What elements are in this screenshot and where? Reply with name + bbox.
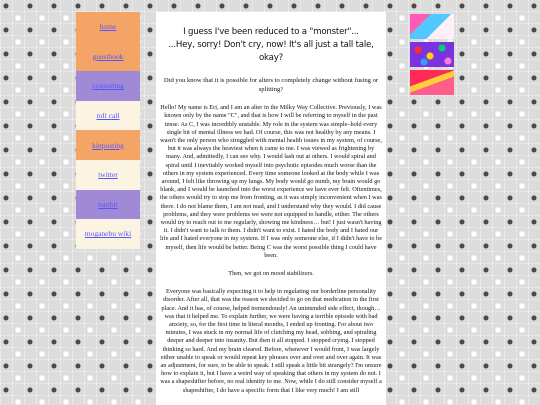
nav-link-kinposting[interactable]: kinposting <box>76 130 140 160</box>
anime-character-banner[interactable] <box>410 70 454 95</box>
nav-link-moganebu-wiki[interactable]: moganebu wiki <box>76 219 140 249</box>
blog-post <box>156 12 386 405</box>
sidebar-banners <box>410 14 454 95</box>
nav-link-twitter[interactable]: twitter <box>76 160 140 190</box>
post-paragraph-3: Everyone was basically expecting it to help in regulating our borderline personality disorder. After all, that was the reason we decided to go on that medication in the first place. And it has, of course, helped tremendously! An unintended side effect, though… was that it helped me. To explain further, we were having a terrible episode with bad anxiety, so, for the first time in literal months, I ended up fronting. For about two minutes, I was stuck in my normal life of clutching my head, sobbing, and spiraling deeper and deeper into insanity. But then it all stopped. I stopped crying. I stopped thinking so hard. And my brain cleared. Before, whenever I would front, I was largely either unable to speak or would repeat key phrases over and over and over again. It was an adjustment, for sure, to be able to speak. I still speak a little bit strangely? I'm unsure how to explain it, but I have a weird way of speaking that others in my system do not. I was a shapeshifter before, no real identity to me. Now, while I do still consider myself a shapeshifter, I do have a specific form that I like very much! I am still <box>160 288 382 394</box>
site-navigation <box>76 12 140 249</box>
nav-link-guestbook[interactable]: guestbook <box>76 42 140 72</box>
post-title-line-2: ...Hey, sorry! Don't cry, now! It's all just a tall tale, okay? <box>168 40 374 63</box>
post-paragraph-2: Then, we got on mood stabilizers. <box>228 270 314 278</box>
colorful-dots-banner[interactable] <box>410 42 454 67</box>
post-title-line-1: I guess I've been reduced to a "monster"... <box>183 27 359 37</box>
nav-link-home[interactable]: home <box>76 12 140 42</box>
nav-link-sysposting[interactable]: sysposting <box>76 71 140 101</box>
post-paragraph-1: Hello! My name is Eri, and I am an alter in the Milky Way Collective. Previously, I was known only by the name "C", and that is how I will be referring to myself in the past tense. As C, I was incredibly unstable. My role in the system was simple–hold every single bit of mental illness we had. Of course, this was not healthy by any means. I wasn't the only person who struggled with mental health issues in my system, of course, but it was always the heaviest when it came to me. I was viewed as frightening by many. And, admittedly, I can see why. I would lash out at others. I would spiral and spiral until I inevitably worked myself into psychotic episodes much worse than the others in my system experienced. Every time someone looked at the body while I was around, I felt like throwing up my lungs. My body would go numb, my brain would go blank, and I would be launched into the worst experience we have ever felt. Oftentimes, the others would try to stop me from fronting, as it was simply inconvenient when I was there. I do not blame them, I am not mad, and I understand why they would. I did cause problems, and they were problems we were not equipped to handle, either. The others would try to reach out to me regularly, showing me kindness… but! I just wasn't having it. I didn't want to talk to them. I didn't want to exist. I hated the body and I hated our life and I hated everyone in my system. If I was only someone else, if I didn't have to be myself, then life would be better. Being C was the worst possible thing I could have been. <box>160 104 382 259</box>
post-title <box>160 26 382 65</box>
nav-link-tumblr[interactable]: tumblr <box>76 190 140 220</box>
nav-link-roll-call[interactable]: roll call <box>76 101 140 131</box>
post-intro-question: Did you know that it is possible for alters to completely change without fusing or splitting? <box>163 77 379 93</box>
anime-girl-banner[interactable] <box>410 14 454 39</box>
